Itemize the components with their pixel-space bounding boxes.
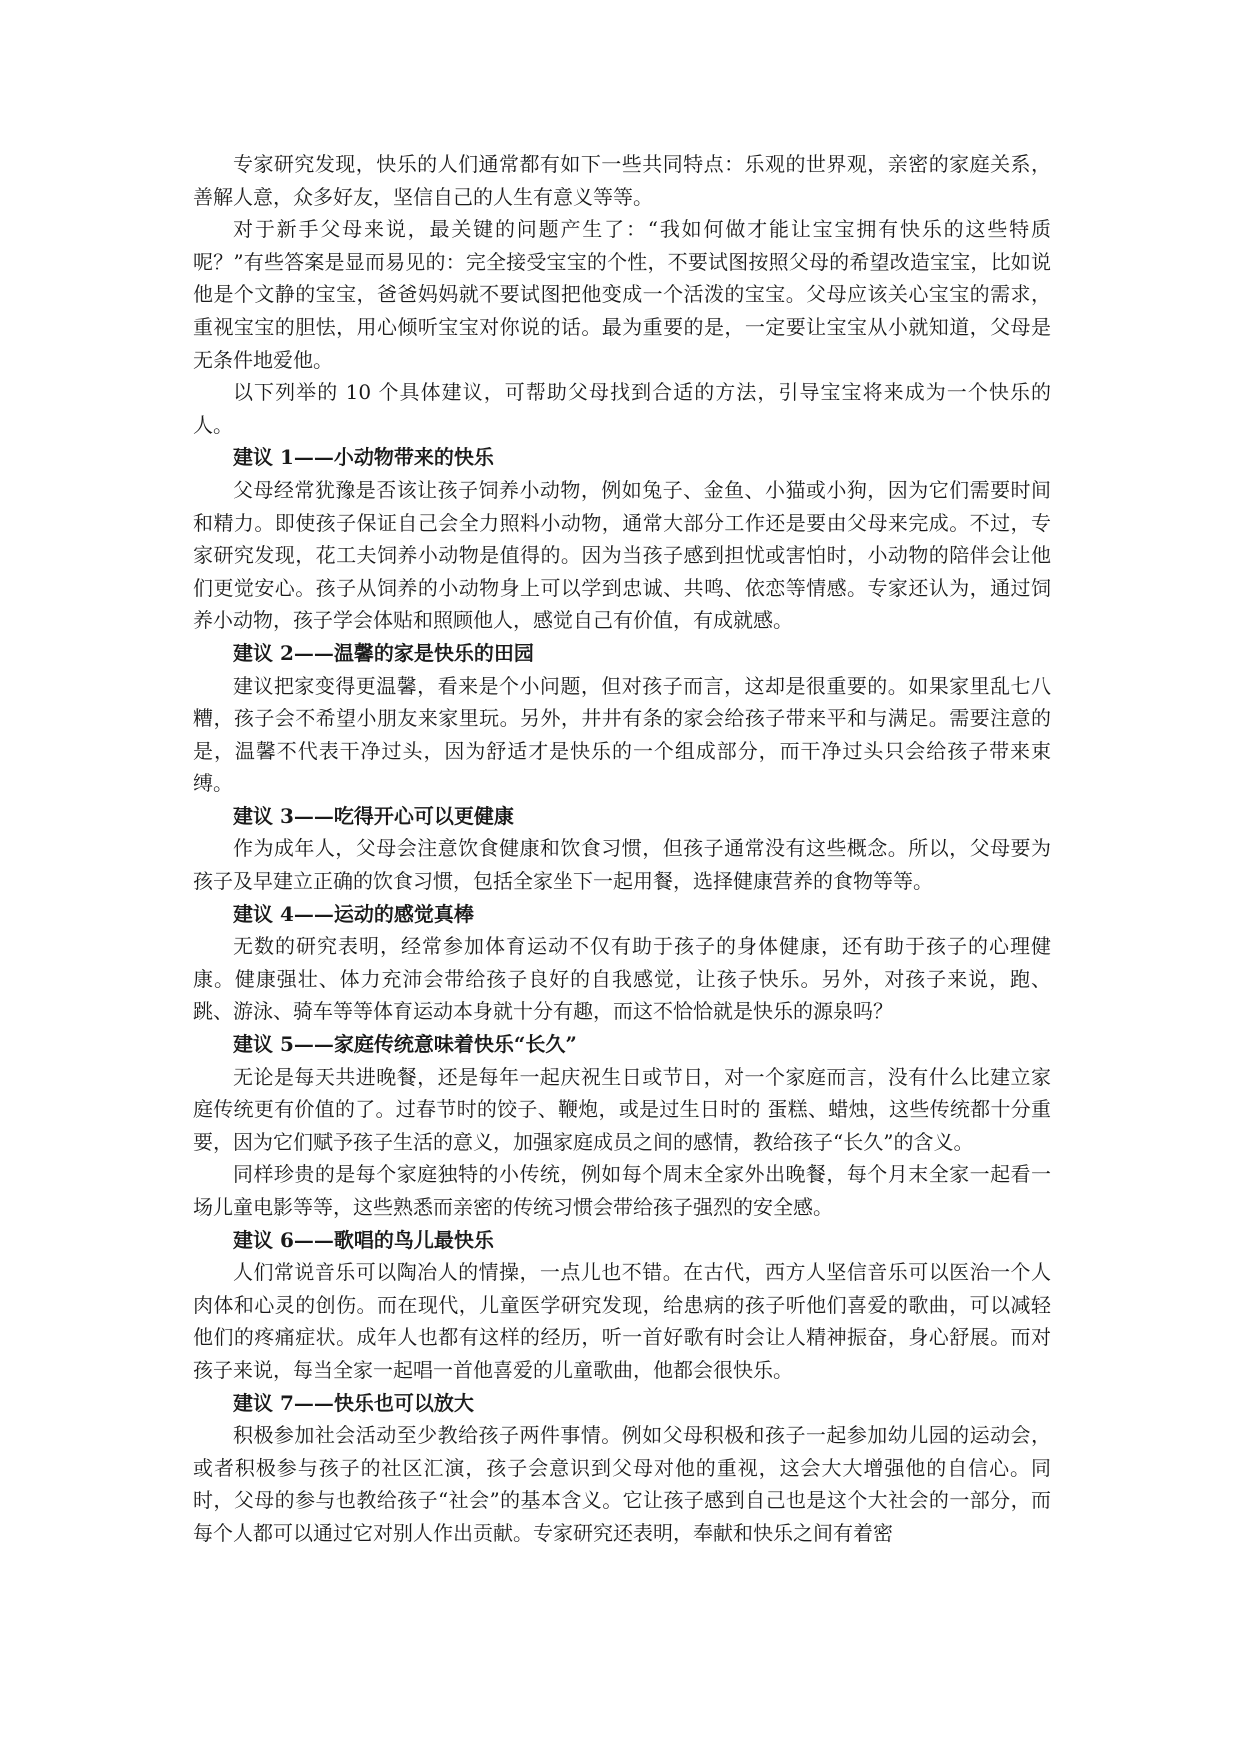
paragraph: 人们常说音乐可以陶冶人的情操，一点儿也不错。在古代，西方人坚信音乐可以医治一个人肉体和心灵的创伤。而在现代，儿童医学研究发现，给患病的孩子听他们喜爱的歌曲，可以减轻他们的疼痛症状。成年人也都有这样的经历，听一首好歌有时会让人精神振奋，身心舒展。而对孩子来说，每当全家一起唱一首他喜爱的儿童歌曲，他都会很快乐。 <box>193 1260 1051 1382</box>
section-heading: 建议 1——小动物带来的快乐 <box>233 445 494 470</box>
section-heading: 建议 2——温馨的家是快乐的田园 <box>233 640 534 665</box>
section-heading: 建议 4——运动的感觉真棒 <box>233 901 474 926</box>
paragraph: 父母经常犹豫是否该让孩子饲养小动物，例如兔子、金鱼、小猫或小狗，因为它们需要时间和精力。即使孩子保证自己会全力照料小动物，通常大部分工作还是要由父母来完成。不过，专家研究发现，花工夫饲养小动物是值得的。因为当孩子感到担忧或害怕时，小动物的陪伴会让他们更觉安心。孩子从饲养的小动物身上可以学到忠诚、共鸣、依恋等情感。专家还认为，通过饲养小动物，孩子学会体贴和照顾他人，感觉自己有价值，有成就感。 <box>193 477 1051 633</box>
paragraph: 建议把家变得更温馨，看来是个小问题，但对孩子而言，这却是很重要的。如果家里乱七八糟，孩子会不希望小朋友来家里玩。另外，井井有条的家会给孩子带来平和与满足。需要注意的是，温馨不代表干净过头，因为舒适才是快乐的一个组成部分，而干净过头只会给孩子带来束缚。 <box>193 673 1051 796</box>
paragraph: 作为成年人，父母会注意饮食健康和饮食习惯，但孩子通常没有这些概念。所以，父母要为孩子及早建立正确的饮食习惯，包括全家坐下一起用餐，选择健康营养的食物等等。 <box>193 836 1051 894</box>
paragraph: 积极参加社会活动至少教给孩子两件事情。例如父母积极和孩子一起参加幼儿园的运动会，或者积极参与孩子的社区汇演，孩子会意识到父母对他的重视，这会大大增强他的自信心。同时，父母的参与也教给孩子“社会”的基本含义。它让孩子感到自己也是这个大社会的一部分，而每个人都可以通过它对别人作出贡献。专家研究还表明，奉献和快乐之间有着密 <box>193 1423 1051 1545</box>
paragraph: 无论是每天共进晚餐，还是每年一起庆祝生日或节日，对一个家庭而言，没有什么比建立家庭传统更有价值的了。过春节时的饺子、鞭炮，或是过生日时的 蛋糕、蜡烛，这些传统都十分重要，因为它们赋予孩子生活的意义，加强家庭成员之间的感情，教给孩子“长久”的含义。 <box>193 1064 1051 1154</box>
section-heading: 建议 6——歌唱的鸟儿最快乐 <box>233 1227 494 1252</box>
document-page <box>193 148 1051 1550</box>
paragraph: 同样珍贵的是每个家庭独特的小传统，例如每个周末全家外出晚餐，每个月末全家一起看一场儿童电影等等，这些熟悉而亲密的传统习惯会带给孩子强烈的安全感。 <box>193 1162 1051 1219</box>
section-heading: 建议 3——吃得开心可以更健康 <box>233 803 514 828</box>
section-heading: 建议 7——快乐也可以放大 <box>233 1390 474 1415</box>
paragraph: 对于新手父母来说，最关键的问题产生了：“我如何做才能让宝宝拥有快乐的这些特质呢？”有些答案是显而易见的：完全接受宝宝的个性，不要试图按照父母的希望改造宝宝，比如说他是个文静的宝宝，爸爸妈妈就不要试图把他变成一个活泼的宝宝。父母应该关心宝宝的需求，重视宝宝的胆怯，用心倾听宝宝对你说的话。最为重要的是，一定要让宝宝从小就知道，父母是无条件地爱他。 <box>193 217 1051 372</box>
section-heading: 建议 5——家庭传统意味着快乐“长久” <box>233 1032 577 1057</box>
paragraph: 以下列举的 10 个具体建议，可帮助父母找到合适的方法，引导宝宝将来成为一个快乐的人。 <box>193 380 1051 437</box>
paragraph: 无数的研究表明，经常参加体育运动不仅有助于孩子的身体健康，还有助于孩子的心理健康。健康强壮、体力充沛会带给孩子良好的自我感觉，让孩子快乐。另外，对孩子来说，跑、跳、游泳、骑车等等体育运动本身就十分有趣，而这不恰恰就是快乐的源泉吗？ <box>193 934 1051 1024</box>
paragraph: 专家研究发现，快乐的人们通常都有如下一些共同特点：乐观的世界观，亲密的家庭关系，善解人意，众多好友，坚信自己的人生有意义等等。 <box>193 152 1051 209</box>
